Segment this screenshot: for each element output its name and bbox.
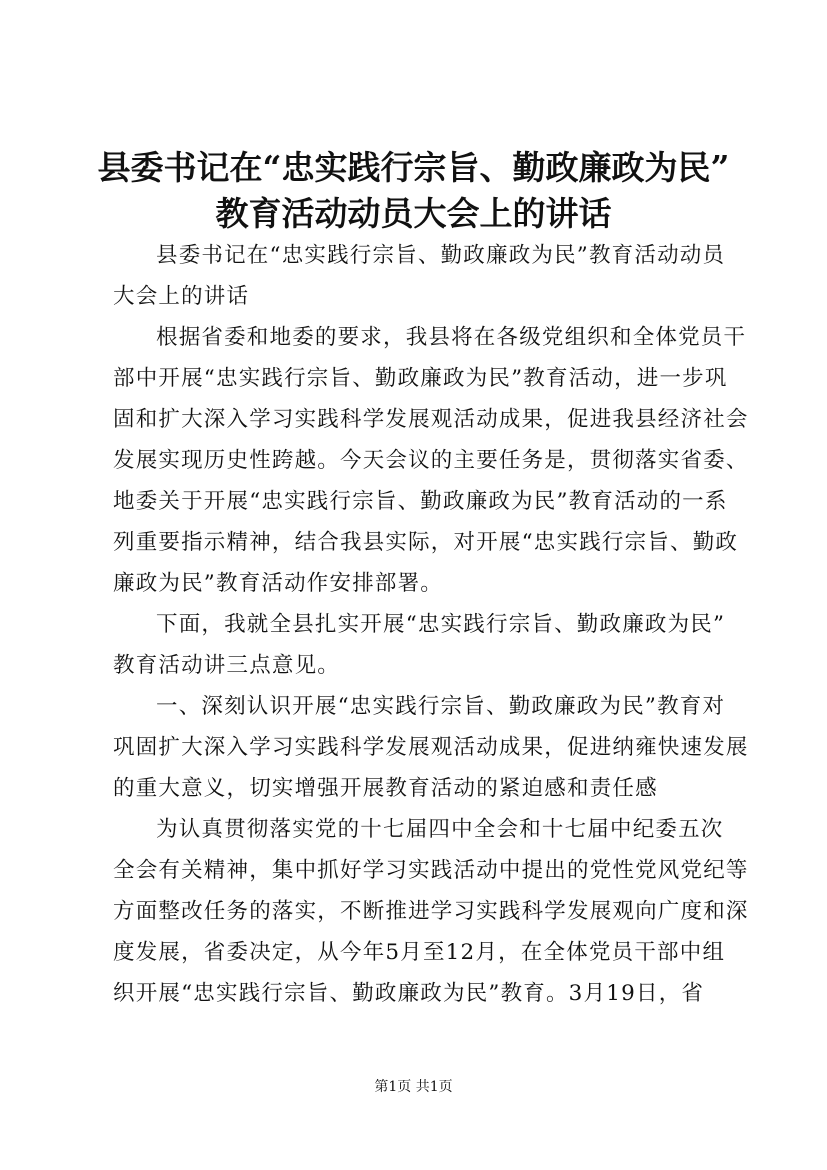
body-line: 列重要指示精神，结合我县实际，对开展“忠实践行宗旨、勤政 [113, 530, 739, 555]
body-line: 全会有关精神，集中抓好学习实践活动中提出的党性党风党纪等 [113, 858, 749, 883]
body-line: 的重大意义，切实增强开展教育活动的紧迫感和责任感 [113, 776, 658, 801]
body-line: 织开展“忠实践行宗旨、勤政廉政为民”教育。3月19日，省 [113, 981, 705, 1006]
body-line: 根据省委和地委的要求，我县将在各级党组织和全体党员干 [156, 325, 747, 350]
body-line: 一、深刻认识开展“忠实践行宗旨、勤政廉政为民”教育对 [156, 694, 726, 719]
page-footer: 第1页 共1页 [374, 1079, 453, 1095]
body-line: 教育活动讲三点意见。 [113, 653, 341, 678]
body-line: 部中开展“忠实践行宗旨、勤政廉政为民”教育活动，进一步巩 [113, 366, 728, 391]
body-line: 巩固扩大深入学习实践科学发展观活动成果，促进纳雍快速发展 [113, 735, 749, 760]
document-title-line-1: 县委书记在“忠实践行宗旨、勤政廉政为民” [97, 148, 730, 187]
body-line: 为认真贯彻落实党的十七届四中全会和十七届中纪委五次 [156, 817, 724, 842]
document-title-line-2: 教育活动动员大会上的讲话 [215, 194, 612, 233]
body-line: 方面整改任务的落实，不断推进学习实践科学发展观向广度和深 [113, 899, 749, 924]
body-line: 廉政为民”教育活动作安排部署。 [113, 571, 443, 596]
body-line: 县委书记在“忠实践行宗旨、勤政廉政为民”教育活动动员 [156, 243, 726, 268]
body-line: 地委关于开展“忠实践行宗旨、勤政廉政为民”教育活动的一系 [113, 489, 728, 514]
body-line: 下面，我就全县扎实开展“忠实践行宗旨、勤政廉政为民” [156, 612, 726, 637]
body-line: 发展实现历史性跨越。今天会议的主要任务是，贯彻落实省委、 [113, 448, 749, 473]
body-line: 度发展，省委决定，从今年5月至12月，在全体党员干部中组 [113, 940, 726, 965]
body-line: 大会上的讲话 [113, 284, 250, 309]
body-line: 固和扩大深入学习实践科学发展观活动成果，促进我县经济社会 [113, 407, 749, 432]
